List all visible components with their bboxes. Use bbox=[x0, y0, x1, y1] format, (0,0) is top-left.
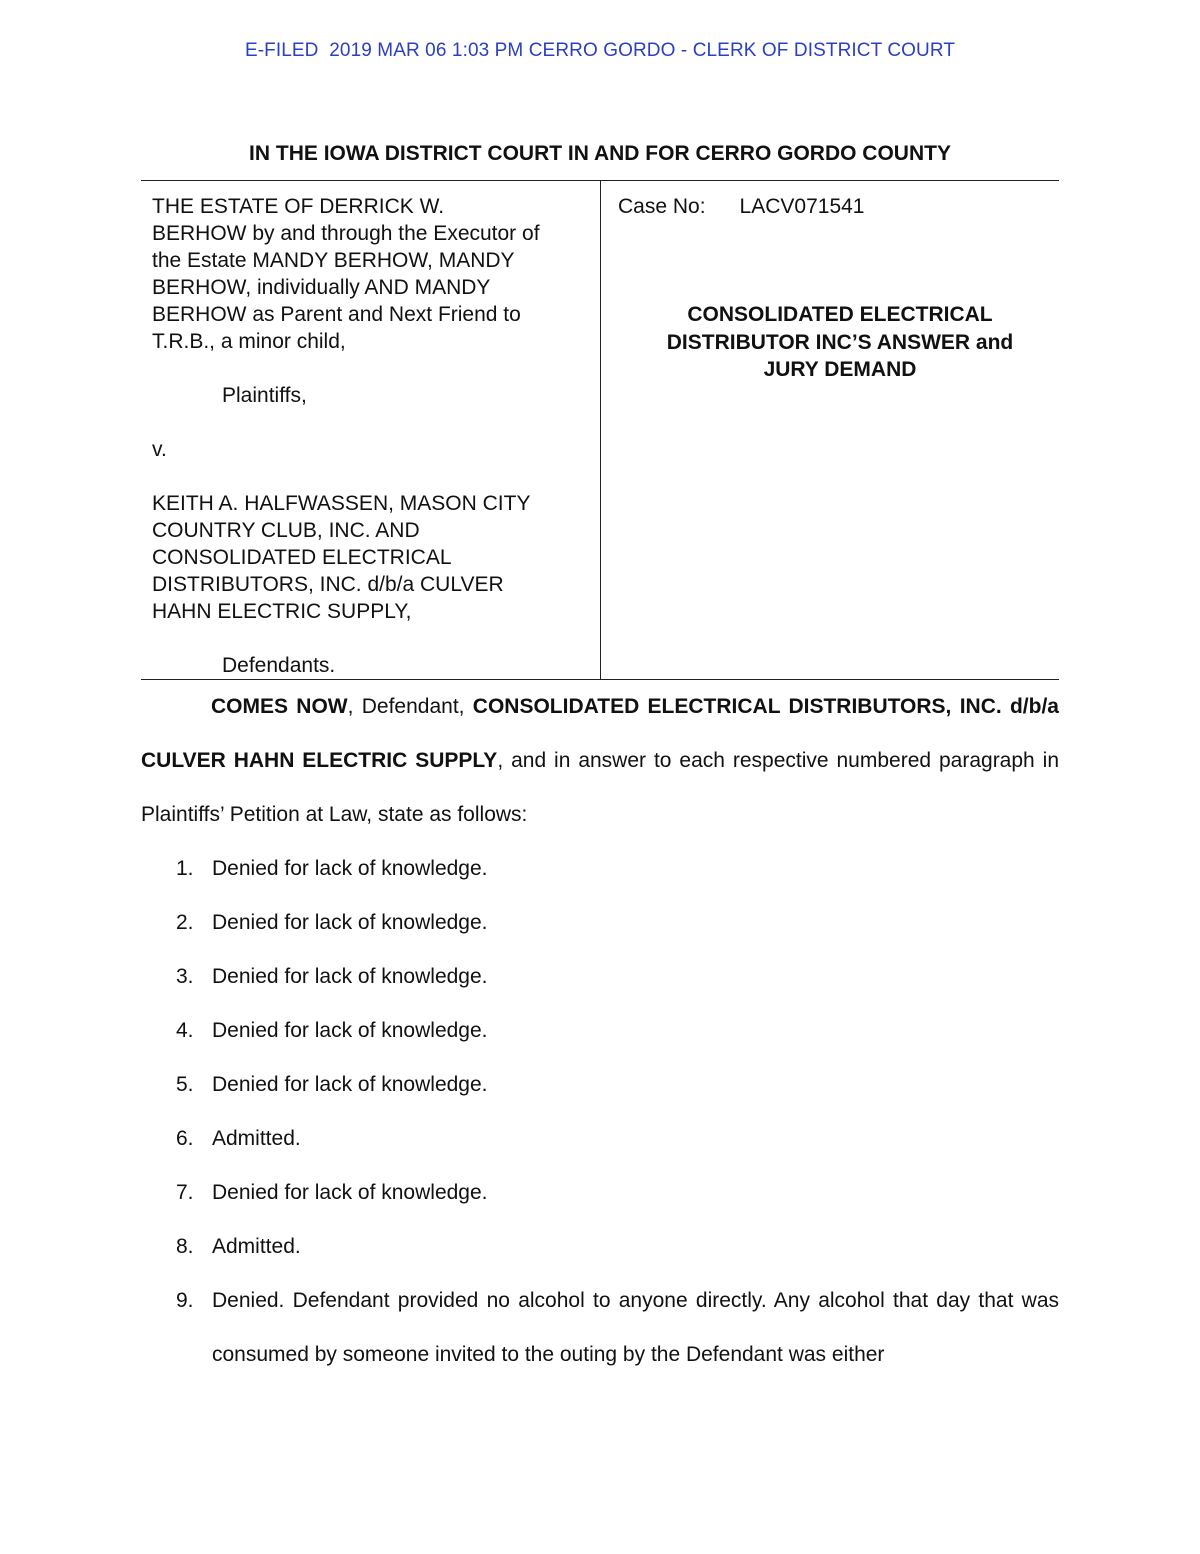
plaintiffs-line: T.R.B., a minor child, bbox=[152, 330, 346, 353]
defendants-block bbox=[152, 490, 597, 625]
defendants-line: CONSOLIDATED ELECTRICAL bbox=[152, 546, 452, 569]
case-number bbox=[618, 193, 864, 220]
response-text: Denied for lack of knowledge. bbox=[212, 1181, 488, 1204]
defendants-line: KEITH A. HALFWASSEN, MASON CITY bbox=[152, 492, 531, 515]
document-title-line: JURY DEMAND bbox=[763, 358, 917, 381]
caption-divider bbox=[600, 180, 601, 680]
responses-list bbox=[141, 842, 1059, 1382]
document-title-line: DISTRIBUTOR INC’S ANSWER and bbox=[666, 330, 1014, 354]
response-number: 7. bbox=[176, 1181, 194, 1204]
response-item bbox=[141, 842, 1059, 896]
response-text: Denied for lack of knowledge. bbox=[212, 1019, 488, 1042]
response-text: Denied for lack of knowledge. bbox=[212, 965, 488, 988]
response-number: 4. bbox=[176, 1019, 194, 1042]
response-number: 1. bbox=[176, 857, 194, 880]
response-number: 9. bbox=[176, 1289, 194, 1312]
versus-label: v. bbox=[152, 438, 167, 461]
defendants-label: Defendants. bbox=[222, 654, 336, 677]
response-number: 8. bbox=[176, 1235, 194, 1258]
intro-text-2: , and in answer to each respective numbered paragraph in Plaintiffs’ Petition at Law, state as follows: bbox=[141, 749, 1059, 826]
plaintiffs-label: Plaintiffs, bbox=[222, 384, 307, 407]
plaintiffs-line: the Estate MANDY BERHOW, MANDY bbox=[152, 249, 515, 272]
defendant-name: CONSOLIDATED ELECTRICAL DISTRIBUTORS, INC. d/b/a CULVER HAHN ELECTRIC SUPPLY bbox=[141, 695, 1059, 772]
intro-paragraph bbox=[141, 680, 1059, 842]
response-number: 2. bbox=[176, 911, 194, 934]
response-item bbox=[141, 1004, 1059, 1058]
plaintiffs-line: BERHOW, individually AND MANDY bbox=[152, 276, 491, 299]
response-number: 6. bbox=[176, 1127, 194, 1150]
response-item bbox=[141, 1220, 1059, 1274]
document-title-line: CONSOLIDATED ELECTRICAL bbox=[687, 303, 993, 326]
defendants-line: HAHN ELECTRIC SUPPLY, bbox=[152, 600, 412, 623]
response-item bbox=[141, 1112, 1059, 1166]
response-item bbox=[141, 1058, 1059, 1112]
case-caption-parties bbox=[152, 193, 597, 679]
case-number-value: LACV071541 bbox=[739, 195, 865, 218]
response-number: 3. bbox=[176, 965, 194, 988]
response-text: Denied for lack of knowledge. bbox=[212, 1073, 488, 1096]
intro-lead: COMES NOW bbox=[211, 695, 348, 718]
intro-text-1: , Defendant, bbox=[347, 695, 473, 718]
document-title bbox=[620, 301, 1060, 384]
plaintiffs-block bbox=[152, 193, 597, 355]
defendants-line: COUNTRY CLUB, INC. AND bbox=[152, 519, 420, 542]
response-item bbox=[141, 950, 1059, 1004]
response-item bbox=[141, 1274, 1059, 1382]
response-number: 5. bbox=[176, 1073, 194, 1096]
response-text: Denied. Defendant provided no alcohol to anyone directly. Any alcohol that day that was consumed by someone invited to the outing by the Defendant was either bbox=[212, 1289, 1059, 1366]
court-title: IN THE IOWA DISTRICT COURT IN AND FOR CERRO GORDO COUNTY bbox=[249, 142, 951, 165]
plaintiffs-line: BERHOW by and through the Executor of bbox=[152, 222, 540, 245]
answer-body bbox=[141, 680, 1059, 1382]
response-text: Denied for lack of knowledge. bbox=[212, 857, 488, 880]
plaintiffs-line: THE ESTATE OF DERRICK W. bbox=[152, 195, 445, 218]
defendants-line: DISTRIBUTORS, INC. d/b/a CULVER bbox=[152, 573, 504, 596]
plaintiffs-line: BERHOW as Parent and Next Friend to bbox=[152, 303, 521, 326]
efiled-stamp: E-FILED 2019 MAR 06 1:03 PM CERRO GORDO - CLERK OF DISTRICT COURT bbox=[244, 40, 956, 61]
response-item bbox=[141, 896, 1059, 950]
response-text: Admitted. bbox=[212, 1235, 301, 1258]
response-text: Admitted. bbox=[212, 1127, 301, 1150]
case-number-label: Case No: bbox=[618, 195, 706, 218]
response-item bbox=[141, 1166, 1059, 1220]
response-text: Denied for lack of knowledge. bbox=[212, 911, 488, 934]
